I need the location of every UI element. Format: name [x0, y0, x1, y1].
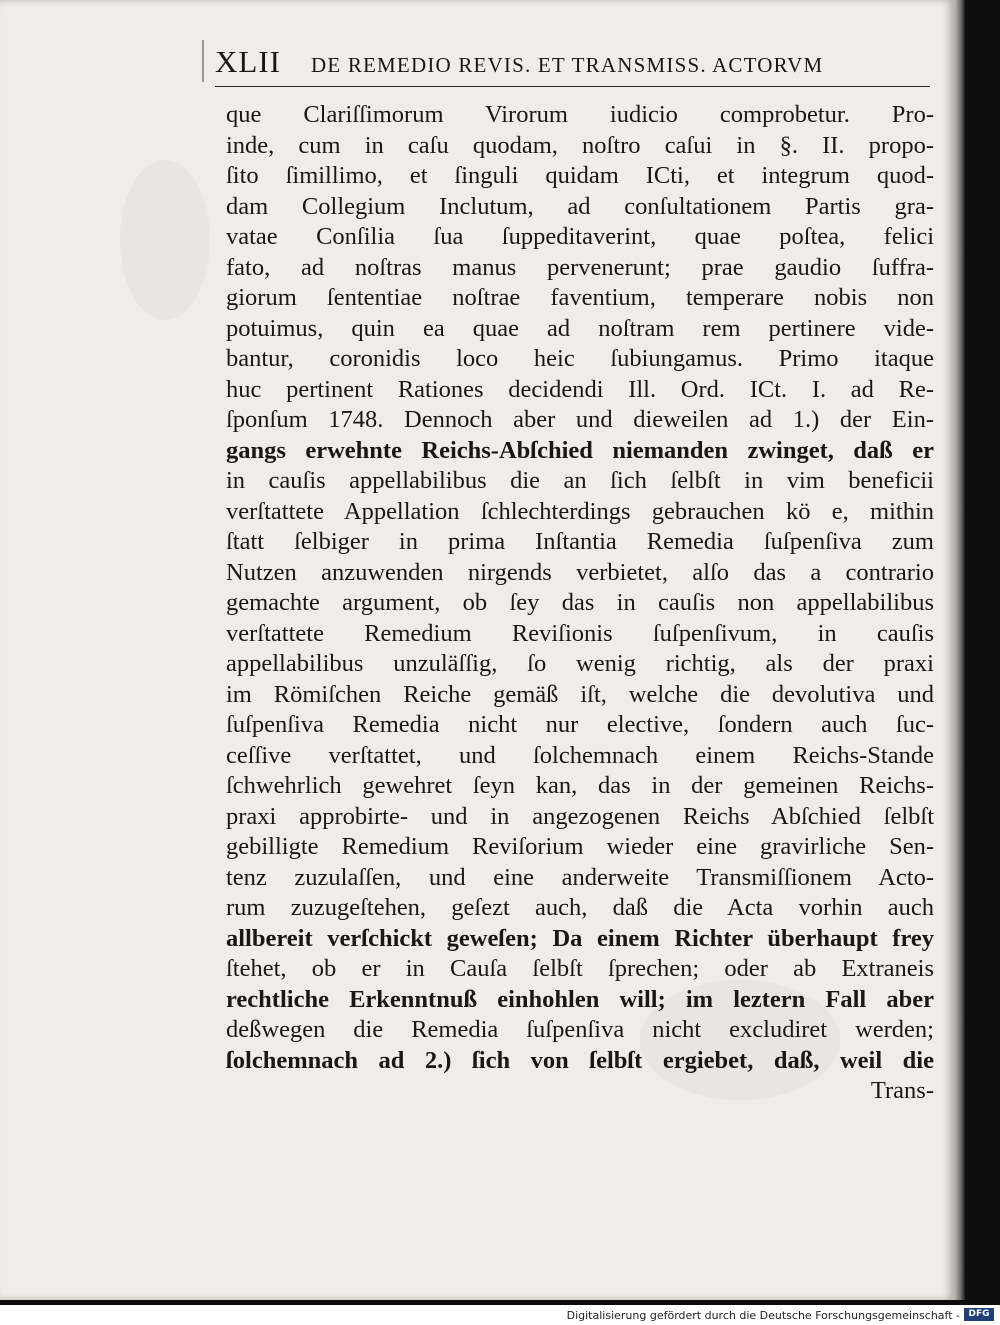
paper-stain [120, 160, 210, 320]
text-line: ſtatt ſelbiger in prima Inſtantia Remedia ſuſpenſiva zum [226, 528, 934, 555]
text-line: bantur, coronidis loco heic ſubiungamus. Primo itaque [226, 345, 934, 372]
text-line: fato, ad noſtras manus pervenerunt; prae gaudio ſuffra- [226, 253, 934, 281]
text-line: huc pertinent Rationes decidendi Ill. Ord. ICt. I. ad Re- [226, 375, 934, 403]
text-line: verſtattete Remedium Reviſionis ſuſpenſivum, in cauſis [226, 619, 934, 647]
header-rule [215, 86, 930, 87]
text-line: allbereit verſchickt geweſen; Da einem Richter überhaupt frey [226, 924, 934, 952]
running-head [215, 44, 895, 80]
catchword: Trans- [870, 1077, 934, 1104]
body-text [226, 100, 934, 1107]
margin-mark [202, 40, 204, 82]
text-line: gebilligte Remedium Reviſorium wieder eine gravirliche Sen- [226, 833, 934, 860]
page-edge [955, 0, 965, 1300]
text-line: ſtehet, ob er in Cauſa ſelbſt ſprechen; oder ab Extraneis [226, 955, 934, 982]
text-line: giorum ſententiae noſtrae faventium, temperare nobis non [226, 284, 934, 311]
text-line: inde, cum in caſu quodam, noſtro caſui in §. II. propo- [226, 131, 934, 159]
text-line: ſponſum 1748. Dennoch aber und dieweilen ad 1.) der Ein- [226, 406, 934, 433]
text-line: dam Collegium Inclutum, ad conſultationem Partis gra- [226, 192, 934, 220]
text-line: potuimus, quin ea quae ad noſtram rem pertinere vide- [226, 314, 934, 342]
text-line: rechtliche Erkenntnuß einhohlen will; im leztern Fall aber [226, 985, 934, 1013]
text-line: Nutzen anzuwenden nirgends verbietet, alſo das a contrario [226, 558, 934, 586]
text-line: verſtattete Appellation ſchlechterdings gebrauchen kö e, mithin [226, 497, 934, 525]
text-line: appellabilibus unzuläſſig, ſo wenig richtig, als der praxi [226, 650, 934, 677]
text-line: ſuſpenſiva Remedia nicht nur elective, ſondern auch ſuc- [226, 711, 934, 738]
text-line: vatae Conſilia ſua ſuppeditaverint, quae poſtea, felici [226, 223, 934, 250]
text-line: gemachte argument, ob ſey das in cauſis non appellabilibus [226, 589, 934, 616]
text-line: ceſſive verſtattet, und ſolchemnach einem Reichs-Stande [226, 741, 934, 769]
text-line: ſito ſimillimo, et ſinguli quidam ICti, et integrum quod- [226, 162, 934, 189]
text-line: praxi approbirte- und in angezogenen Reichs Abſchied ſelbſt [226, 802, 934, 830]
text-line: gangs erwehnte Reichs-Abſchied niemanden zwinget, daß er [226, 436, 934, 464]
text-line: tenz zuzulaſſen, und eine anderweite Transmiſſionem Acto- [226, 863, 934, 891]
text-line: que Clariſſimorum Virorum iudicio comprobetur. Pro- [226, 101, 934, 128]
text-line: rum zuzugeſtehen, geſezt auch, daß die Acta vorhin auch [226, 894, 934, 921]
text-line: ſolchemnach ad 2.) ſich von ſelbſt ergiebet, daß, weil die [226, 1046, 934, 1074]
page-number: XLII [215, 44, 281, 79]
running-title: DE REMEDIO REVIS. ET TRANSMISS. ACTORVM [310, 53, 824, 77]
text-line: ſchwehrlich gewehret ſeyn kan, das in der gemeinen Reichs- [226, 772, 934, 799]
text-line: im Römiſchen Reiche gemäß iſt, welche die devolutiva und [226, 680, 934, 708]
dfg-logo: DFG [964, 1308, 994, 1321]
funding-credit: Digitalisierung gefördert durch die Deutsche Forschungsgemeinschaft - [566, 1309, 960, 1322]
text-line: deßwegen die Remedia ſuſpenſiva nicht excludiret werden; [226, 1016, 934, 1043]
text-line: in cauſis appellabilibus die an ſich ſelbſt in vim beneficii [226, 467, 934, 494]
